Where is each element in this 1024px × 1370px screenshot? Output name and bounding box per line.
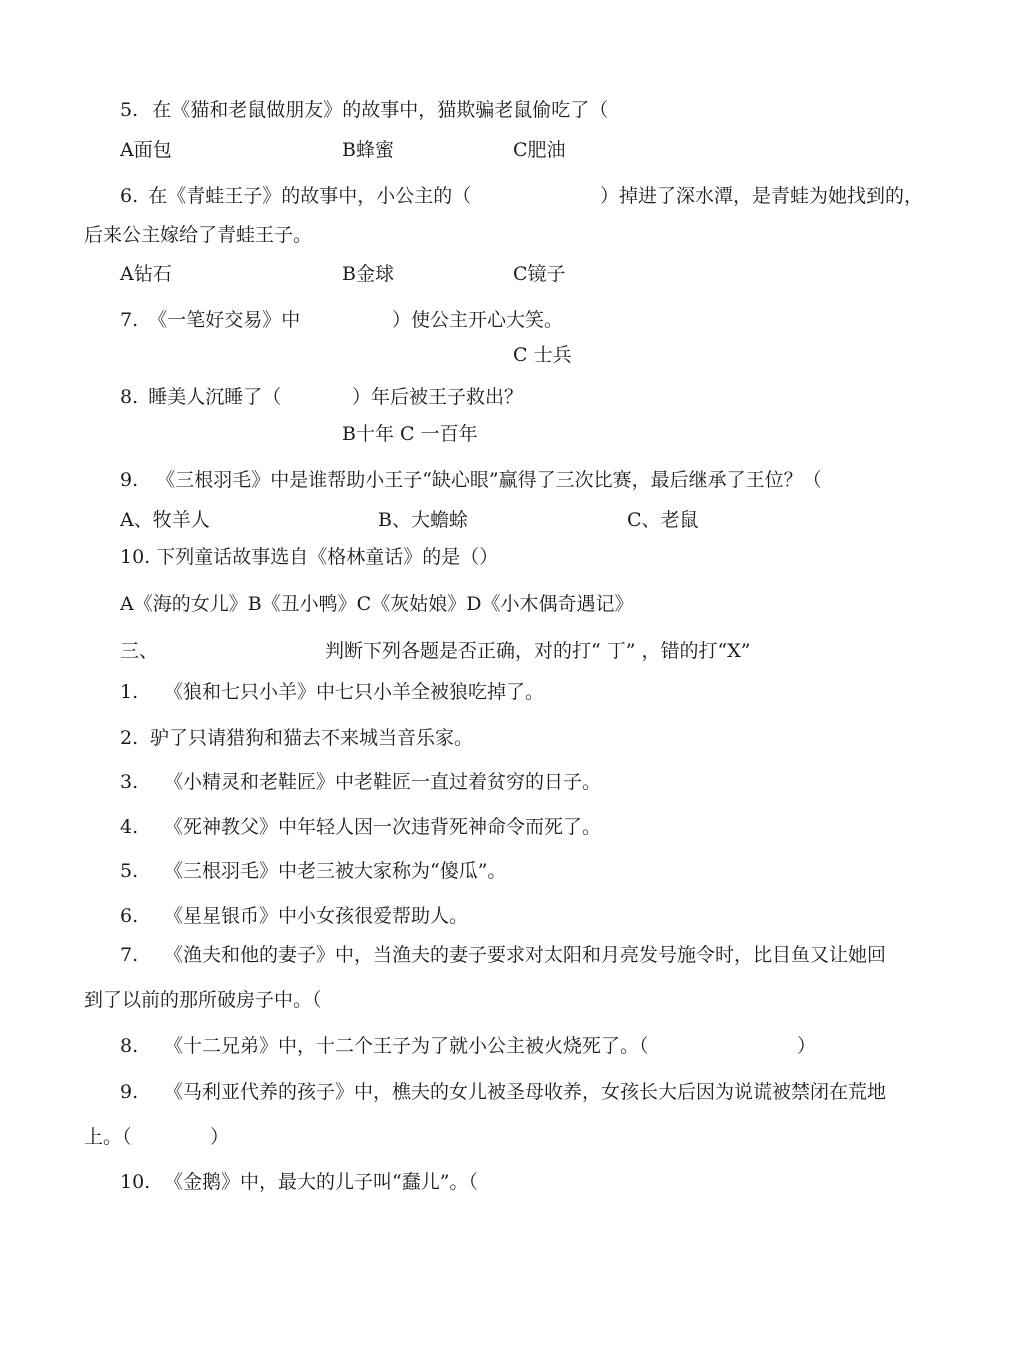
judge-item-1 [120,683,544,702]
q8-options: B十年 C 一百年 [342,423,478,445]
judge-item-6 [120,907,468,926]
question-number: 6. [120,185,139,207]
question-10 [120,548,498,567]
judge-item-7-line2: 到了以前的那所破房子中。（ [84,989,322,1011]
judge-item-10 [120,1173,478,1192]
item-text: 驴了只请猎狗和猫去不来城当音乐家。 [150,727,474,749]
item-text: 《死神教父》中年轻人因一次违背死神命令而死了。 [164,816,602,838]
item-text: 《金鹅》中，最大的儿子叫“蠢儿”。（ [164,1171,478,1193]
question-text: 睡美人沉睡了（ [148,386,282,408]
item-number: 9. [120,1081,139,1103]
section-3-number: 三、 [120,640,159,662]
question-6-text-cont: ）掉进了深水潭，是青蛙为她找到的， [600,185,924,207]
q5-option-b: B蜂蜜 [342,139,394,161]
item-number: 10. [120,1171,151,1193]
judge-item-2 [120,729,473,748]
question-6 [120,187,471,206]
judge-item-3 [120,773,601,792]
item-number: 7. [120,944,139,966]
item-number: 3. [120,771,139,793]
q9-option-b: B、大蟾蜍 [378,509,468,531]
question-text: 《三根羽毛》中是谁帮助小王子“缺心眼”赢得了三次比赛，最后继承了王位？（ [156,469,822,491]
q6-option-a: A钻石 [120,263,172,285]
item-number: 1. [120,681,139,703]
question-7 [120,311,300,330]
item-number: 5. [120,860,139,882]
judge-item-4 [120,818,601,837]
judge-item-8-close: ） [797,1035,817,1057]
q9-option-a: A、牧羊人 [120,509,210,531]
question-8-text-cont: ）年后被王子救出？ [352,386,524,408]
item-text: 《渔夫和他的妻子》中，当渔夫的妻子要求对太阳和月亮发号施令时，比目鱼又让她回 [164,944,887,966]
question-5 [120,101,608,120]
judge-item-8 [120,1037,649,1056]
q6-option-b: B金球 [342,263,394,285]
q9-option-c: C、老鼠 [627,509,699,531]
question-number: 7. [120,309,139,331]
question-number: 8. [120,386,139,408]
judge-item-9-line2: 上。（ [84,1126,132,1148]
judge-item-5 [120,862,506,881]
question-7-text-cont: ）使公主开心大笑。 [392,309,564,331]
question-text: 在《猫和老鼠做朋友》的故事中，猫欺骗老鼠偷吃了（ [152,99,609,121]
question-6-line2: 后来公主嫁给了青蛙王子。 [84,224,313,246]
item-number: 6. [120,905,139,927]
question-number: 9. [120,469,139,491]
question-text: 《一笔好交易》中 [148,309,301,331]
q5-option-a: A面包 [120,139,172,161]
item-number: 4. [120,816,139,838]
q6-option-c: C镜子 [513,263,566,285]
q10-options: A《海的女儿》B《丑小鸭》C《灰姑娘》D《小木偶奇遇记》 [120,593,634,615]
item-text: 《小精灵和老鞋匠》中老鞋匠一直过着贫穷的日子。 [164,771,602,793]
judge-item-9-close: ） [210,1126,230,1148]
item-text: 《十二兄弟》中，十二个王子为了就小公主被火烧死了。（ [164,1035,649,1057]
item-text: 《狼和七只小羊》中七只小羊全被狼吃掉了。 [164,681,545,703]
judge-item-9 [120,1083,886,1102]
item-number: 8. [120,1035,139,1057]
section-3-heading: 判断下列各题是否正确，对的打“ 丁” ，错的打“X” [325,640,751,662]
item-text: 《三根羽毛》中老三被大家称为“傻瓜”。 [164,860,507,882]
question-text: 在《青蛙王子》的故事中，小公主的（ [148,185,472,207]
judge-item-7 [120,946,886,965]
q5-option-c: C肥油 [513,139,566,161]
item-number: 2. [120,727,139,749]
question-8 [120,388,281,407]
item-text: 《星星银币》中小女孩很爱帮助人。 [164,905,469,927]
question-number: 5. [120,99,139,121]
question-number: 10. [120,546,151,568]
question-9 [120,471,822,490]
q7-option-c: C 士兵 [513,344,572,366]
question-text: 下列童话故事选自《格林童话》的是（） [156,546,499,568]
item-text: 《马利亚代养的孩子》中，樵夫的女儿被圣母收养，女孩长大后因为说谎被禁闭在荒地 [164,1081,887,1103]
